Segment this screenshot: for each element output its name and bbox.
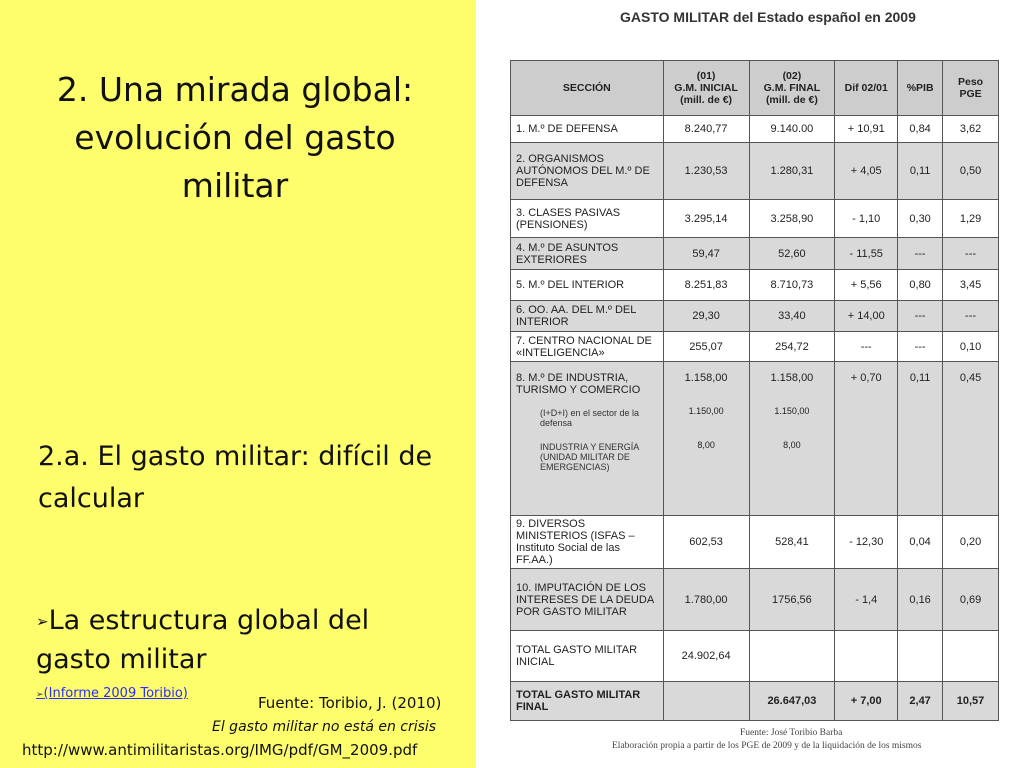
cell-peso: 0,50 (943, 143, 999, 200)
cell-pib: --- (898, 238, 943, 270)
header-inicial-code: (01) (696, 70, 716, 82)
cell-seccion: 9. DIVERSOS MINISTERIOS (ISFAS – Instituto Social de las FF.AA.) (511, 516, 664, 569)
table-row (511, 332, 999, 362)
cell-final: 1.280,31 (749, 143, 835, 200)
cell-inicial: 8.240,77 (663, 116, 749, 143)
row-8-sub2-inicial: 8,00 (697, 440, 715, 450)
cell-peso: 3,45 (943, 270, 999, 301)
military-spending-table (510, 60, 999, 721)
cell-peso: 3,62 (943, 116, 999, 143)
table-row (511, 238, 999, 270)
table-row (511, 362, 999, 516)
cell-seccion: 7. CENTRO NACIONAL DE «INTELIGENCIA» (511, 332, 664, 362)
row-8-sub2-final: 8,00 (783, 440, 801, 450)
cell-seccion: 4. M.º DE ASUNTOS EXTERIORES (511, 238, 664, 270)
bullet-point (36, 602, 446, 679)
source-url[interactable]: http://www.antimilitaristas.org/IMG/pdf/GM_2009.pdf (22, 741, 418, 759)
empty-cell (898, 631, 943, 682)
cell-peso: 0,45 (943, 362, 999, 516)
cell-pib: 0,11 (898, 362, 943, 516)
table-row (511, 270, 999, 301)
table-source: Fuente: José Toribio Barba (740, 728, 843, 738)
table-title: GASTO MILITAR del Estado español en 2009 (620, 9, 916, 25)
table-header-row (511, 61, 999, 116)
cell-inicial: 29,30 (663, 301, 749, 332)
cell-final: 528,41 (749, 516, 835, 569)
empty-cell (663, 682, 749, 721)
left-panel (0, 0, 476, 768)
cell-pib: 0,16 (898, 569, 943, 631)
cell-seccion (511, 362, 664, 516)
report-link-text[interactable]: (Informe 2009 Toribio) (43, 686, 188, 701)
source-title: El gasto militar no está en crisis (212, 719, 437, 735)
cell-dif: - 1,4 (835, 569, 898, 631)
cell-inicial: 1.780,00 (663, 569, 749, 631)
total-final-dif: + 7,00 (835, 682, 898, 721)
cell-inicial (663, 362, 749, 516)
arrow-bullet-icon: ➢ (36, 690, 44, 700)
cell-dif: + 5,56 (835, 270, 898, 301)
table-row (511, 569, 999, 631)
header-peso-unit: PGE (959, 88, 982, 100)
slide-subtitle: 2.a. El gasto militar: difícil de calcular (38, 441, 433, 514)
cell-seccion: 1. M.º DE DEFENSA (511, 116, 664, 143)
cell-dif: + 4,05 (835, 143, 898, 200)
cell-seccion: 10. IMPUTACIÓN DE LOS INTERESES DE LA DEUDA POR GASTO MILITAR (511, 569, 664, 631)
source-citation: Fuente: Toribio, J. (2010) (258, 694, 442, 712)
cell-inicial: 255,07 (663, 332, 749, 362)
header-final-label: G.M. FINAL (763, 82, 821, 94)
total-final-value: 26.647,03 (749, 682, 835, 721)
cell-peso: 0,10 (943, 332, 999, 362)
cell-seccion: 2. ORGANISMOS AUTÓNOMOS DEL M.º DE DEFENSA (511, 143, 664, 200)
header-inicial-unit: (mill. de €) (680, 94, 733, 106)
header-inicial (663, 61, 749, 116)
cell-final: 52,60 (749, 238, 835, 270)
total-initial-row (511, 631, 999, 682)
bullet-text: La estructura global del gasto militar (36, 605, 370, 675)
cell-dif: + 0,70 (835, 362, 898, 516)
cell-final: 1756,56 (749, 569, 835, 631)
cell-final: 9.140.00 (749, 116, 835, 143)
row-8-inicial: 1.158,00 (684, 372, 728, 384)
row-8-final: 1.158,00 (770, 372, 814, 384)
cell-final: 3.258,90 (749, 200, 835, 238)
cell-dif: + 10,91 (835, 116, 898, 143)
table-row (511, 116, 999, 143)
table-row (511, 200, 999, 238)
cell-inicial: 8.251,83 (663, 270, 749, 301)
header-final-code: (02) (782, 70, 802, 82)
header-final (749, 61, 835, 116)
cell-inicial: 1.230,53 (663, 143, 749, 200)
cell-dif: --- (835, 332, 898, 362)
cell-final: 33,40 (749, 301, 835, 332)
header-peso (943, 61, 999, 116)
slide-title: 2. Una mirada global: evolución del gasto militar (56, 70, 414, 205)
cell-peso: 1,29 (943, 200, 999, 238)
empty-cell (835, 631, 898, 682)
cell-pib: --- (898, 301, 943, 332)
cell-final: 8.710,73 (749, 270, 835, 301)
row-8-sub2-label: INDUSTRIA Y ENERGÍA (UNIDAD MILITAR DE EMERGENCIAS) (540, 442, 639, 472)
table-row (511, 301, 999, 332)
cell-pib: 0,11 (898, 143, 943, 200)
report-link[interactable] (36, 686, 188, 701)
header-dif: Dif 02/01 (835, 61, 898, 116)
row-8-sub1-final: 1.150,00 (774, 406, 810, 416)
table-row (511, 516, 999, 569)
row-8-sub1-label: (I+D+I) en el sector de la defensa (540, 408, 640, 428)
table-row (511, 143, 999, 200)
cell-pib: --- (898, 332, 943, 362)
cell-peso: 0,20 (943, 516, 999, 569)
cell-final (749, 362, 835, 516)
cell-dif: - 1,10 (835, 200, 898, 238)
cell-dif: - 11,55 (835, 238, 898, 270)
row-8-sub1-inicial: 1.150,00 (688, 406, 724, 416)
cell-pib: 0,30 (898, 200, 943, 238)
cell-pib: 0,84 (898, 116, 943, 143)
cell-dif: + 14,00 (835, 301, 898, 332)
header-pib: %PIB (898, 61, 943, 116)
total-final-peso: 10,57 (943, 682, 999, 721)
total-final-row (511, 682, 999, 721)
cell-seccion: 5. M.º DEL INTERIOR (511, 270, 664, 301)
empty-cell (749, 631, 835, 682)
cell-seccion: 3. CLASES PASIVAS (PENSIONES) (511, 200, 664, 238)
total-final-pib: 2,47 (898, 682, 943, 721)
arrow-bullet-icon: ➢ (36, 612, 49, 631)
cell-peso: --- (943, 301, 999, 332)
header-peso-label: Peso (957, 76, 984, 88)
cell-dif: - 12,30 (835, 516, 898, 569)
header-inicial-label: G.M. INICIAL (674, 82, 738, 94)
cell-final: 254,72 (749, 332, 835, 362)
cell-peso: 0,69 (943, 569, 999, 631)
total-initial-value: 24.902,64 (663, 631, 749, 682)
cell-peso: --- (943, 238, 999, 270)
total-final-label: TOTAL GASTO MILITAR FINAL (511, 682, 664, 721)
cell-seccion: 6. OO. AA. DEL M.º DEL INTERIOR (511, 301, 664, 332)
cell-inicial: 3.295,14 (663, 200, 749, 238)
cell-inicial: 59,47 (663, 238, 749, 270)
table-note: Elaboración propia a partir de los PGE de 2009 y de la liquidación de los mismos (612, 741, 922, 751)
cell-pib: 0,80 (898, 270, 943, 301)
header-final-unit: (mill. de €) (765, 94, 818, 106)
header-seccion: SECCIÓN (511, 61, 664, 116)
cell-pib: 0,04 (898, 516, 943, 569)
empty-cell (943, 631, 999, 682)
row-8-label: 8. M.º DE INDUSTRIA, TURISMO Y COMERCIO (516, 372, 641, 396)
total-initial-label: TOTAL GASTO MILITAR INICIAL (511, 631, 664, 682)
cell-inicial: 602,53 (663, 516, 749, 569)
